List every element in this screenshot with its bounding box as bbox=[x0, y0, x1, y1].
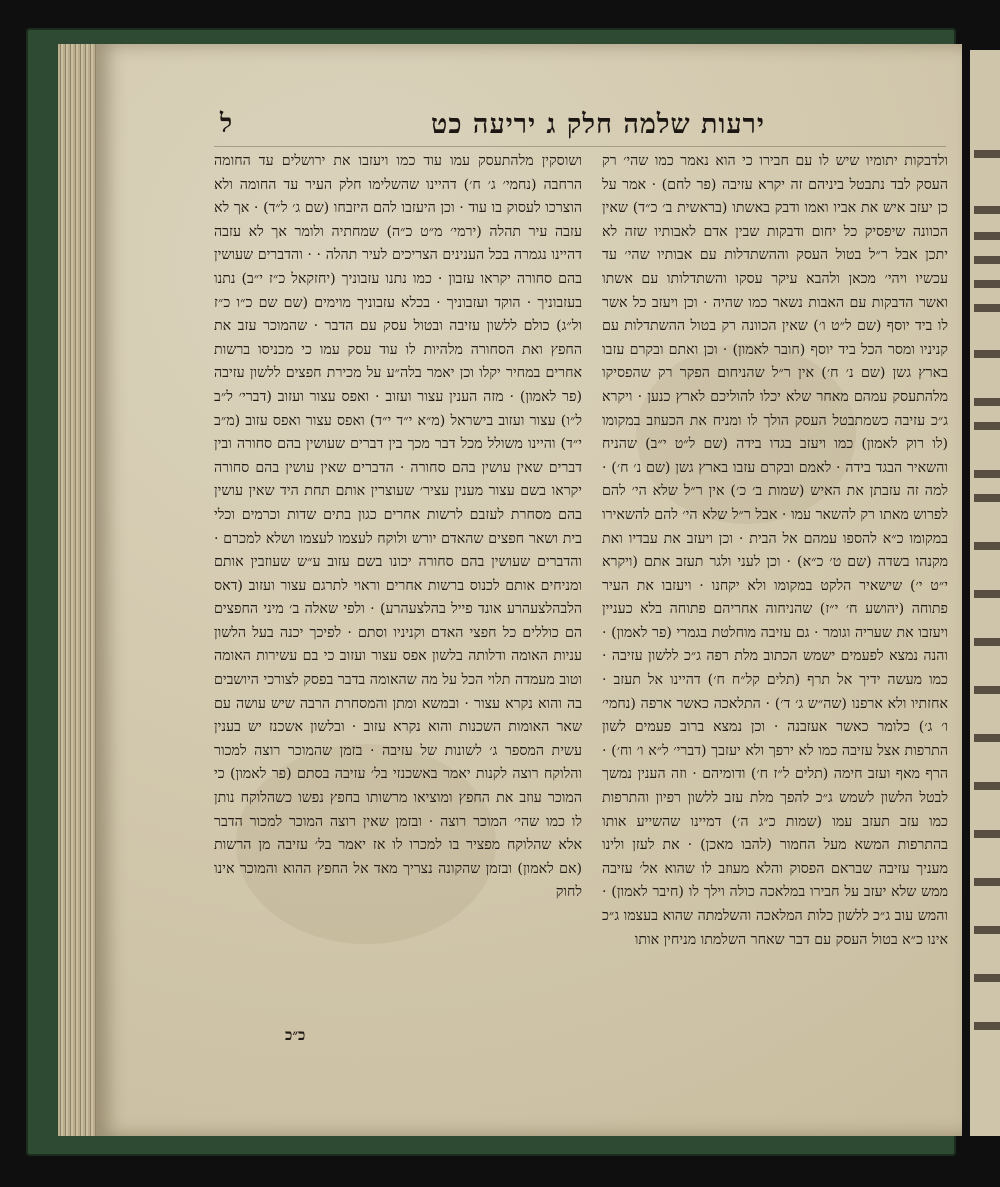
text-column-left: ושוסקין מלהתעסק עמו עוד כמו ויעזבו את ירושלים עד החומה הרחבה (נחמי׳ ג׳ ח׳) דהיינו שהשלימו חלק העיר עד החומה ולא הוצרכו לעסוק בו עוד · וכן היעזבו להם היזבחו (שם ג׳ ל״ד) · אך לא עזבה עיר תהלה (ירמי׳ מ״ט כ״ה) שמחתיה ולומר אך לא עזבה דהיינו נגמרה בכל הענינים הצריכים לעיר תהלה · · והדברים שעושין בהם סחורה יקראו עזבון · כמו נתנו עזבוניך (יחזקאל כ״ז י״ב) נתנו בעזבוניך · הוקד ועזבוניך · בכלא עזבוניך מוימים (שם שם כ״ו כ״ז ול״ג) כולם ללשון עזיבה ובטול עסק עם הדבר · שהמוכר עזב את החפץ ואת הסחורה מלהיות לו עוד עסק עמו כי מכניסו ברשות אחרים במחיר יקלו וכן יאמר בלה״ע על מכירת חפצים ללשון עזיבה (פר לאמון) · מזה הענין עצור ועזוב · ואפס עצור ועזוב (דברי׳ ל״ב ל״ו) עצור ועזוב בישראל (מ״א י״ד י״ד) ואפס עצור ואפס עזוב (מ״ב י״ד) והיינו משולל מכל דבר מכך בין דברים שעושין בהם סחורה ובין דברים שאין עושין בהם סחורה · הדברים שאין עושין בהם סחורה יקראו בשם עצור מענין עציר׳ שעוצרין אותם תחת היד שאין עושין בהם מסחרת לעזבם לרשות אחרים כגון בתים שדות וכרמים וכלי בית ושאר חפצים שהאדם יורש ולוקח לעצמו לעצמו ושלא למכרם · והדברים שעושין בהם סחורה יכונו בשם עזוב ע״ש שעוזבין אותם ומניחים אותם לכנוס ברשות אחרים וראוי לתרגם עצור ועזוב (דאס הלבהלצעהרע אונד פייל בהלצעהרע) · ולפי שאלה ב׳ מיני החפצים הם כוללים כל חפצי האדם וקניניו וסתם · לפיכך יכנה בעל הלשון עניות האומה ודלותה בלשון אפס עצור ועזוב כי בם עשירות האומה וטוב מעמדה תלוי הכל על מה שהאומה בדבר בפסק לצורכי היושבים בה והוא נקרא עצור · ובמשא ומתן והמסחרת הרבה שיש עושה עם שאר האומות השכנות והוא נקרא עזוב · ובלשון אשכנז יש בענין עשית המספר ג׳ לשונות של עזיבה · בזמן שהמוכר רוצה למכור והלוקח רוצה לקנות יאמר באשכנזי בל׳ עזיבה בסתם (פר לאמון) כי המוכר עוזב את החפץ ומוציאו מרשותו בחפץ נפשו כשהלוקח נותן לו כמו שהי׳ המוכר רוצה · ובזמן שאין רוצה המוכר למכור הדבר אלא שהלוקח מפציר בו למכרו לו אז יאמר בל׳ עזיבה מן הרשות (אם לאמון) ובזמן שהקונה נצריך מאד אל החפץ ההוא והמוכר אינו לחוק bbox=[214, 153, 582, 901]
running-title: ירעות שלמה חלק ג יריעה כט bbox=[431, 108, 765, 140]
page-header bbox=[220, 102, 765, 146]
text-column-right: ולדבקות יתומיו שיש לו עם חבירו כי הוא נאמר כמו שהי׳ רק העסק לבד נתבטל ביניהם זה יקרא עזיבה (פר לחם) · אמר על כן יעזב איש את אביו ואמו ודבק באשתו (בראשית ב׳ כ״ד) שאין הכוונה שיפסיק כל יחום ודבקות שבין אדם לאבותיו שזה לא יתכן אבל ר״ל בטול העסק וההשתדלות עם אבותיו שהי׳ עד עכשיו ויהי׳ מכאן ולהבא עיקר עסקו והשתדלותו עם אשתו ואשר הדבקות עם האבות נשאר כמו שהיה · וכן ויעזב כל אשר לו ביד יוסף (שם ל״ט ו׳) שאין הכוונה רק בטול ההשתדלות עם קניניו ומסר הכל ביד יוסף (חובר לאמון) · וכן ואתם ובקרם עזבו בארץ גשן (שם נ׳ ח׳) אין ר״ל שהניחום הפקר רק שהפסיקו מלהתעסק עמהם מאחר שלא יכלו להוליכם לארץ כנען · ויקרא ג״כ עזיבה כשמתבטל העסק הולך לו ומניח את הכעוזב במקומו (לו רוק לאמון) כמו ויעזב בגדו בידה (שם ל״ט י״ב) שהניח והשאיר הבגד בידה · לאמם ובקרם עזבו בארץ גשן (שם נ׳ ח׳) · למה זה עזבתן את האיש (שמות ב׳ כ׳) אין ר״ל שלא הי׳ להם לפרוש מאתו רק להשאר עמו · אבל ר״ל שלא הי׳ להם להשאירו במקומו כ״א להספו עמהם אל הבית · וכן ויעזב את עבדיו ואת מקנהו בשדה (שם ט׳ כ״א) · וכן לעני ולגר תעזב אתם (ויקרא י״ט י׳) שישאיר הלקט במקומו ולא יקחנו · ויעזבו את העיר פתוחה (יהושע ח׳ י״ז) שהניחוה אחריהם פתוחה בלא כעניין ויעזבו את שעריה וגומר · גם עזיבה מוחלטת בגמרי (פר לאמון) · והנה נמצא לפעמים ישמש הכתוב מלת רפה ג״כ ללשון עזיבה · כמו מעשה ידיך אל תרף (תלים קל״ח ח׳) דהיינו אל תעזב · אחזתיו ולא ארפנו (שה״ש ג׳ ד׳) · התלאכה כאשר ארפה (נחמי׳ ו׳ ג׳) כלומר כאשר אעזבנה · וכן נמצא ברוב פעמים לשון התרפות אצל עזיבה כמו לא ירפך ולא יעזבך (דברי׳ ל״א ו׳ וח׳) · הרף מאף ועזב חימה (תלים ל״ז ח׳) ודומיהם · וזה הענין נמשך לבטל הלשון לשמש ג״כ להפך מלת עזב ללשון רפיון והתרפות כמו עזב תעזב עמו (שמות כ״ג ה׳) דמיינו שהשייע אותו בהתרפות המשא מעל החמור (להבו מאכן) · את לעזן ולינו מעניך עזיבה שבראם הפסוק והלא מעוזב לו שהוא אל׳ עזיבה ממש שלא יעזב על חבירו במלאכה כולה וילך לו (חיבר לאמון) · והמש עוב ג״כ ללשון כלות המלאכה והשלמתה שהוא בעצמו ג״כ אינו כ״א בטול העסק עם דבר שאחר השלמתו מניחין אותו bbox=[602, 153, 948, 948]
catchword: כ״כ bbox=[285, 1026, 306, 1044]
header-rule bbox=[214, 146, 946, 147]
page-edges bbox=[58, 44, 100, 1136]
folio-number: ל bbox=[220, 109, 233, 139]
next-page-edge bbox=[970, 50, 1000, 1136]
